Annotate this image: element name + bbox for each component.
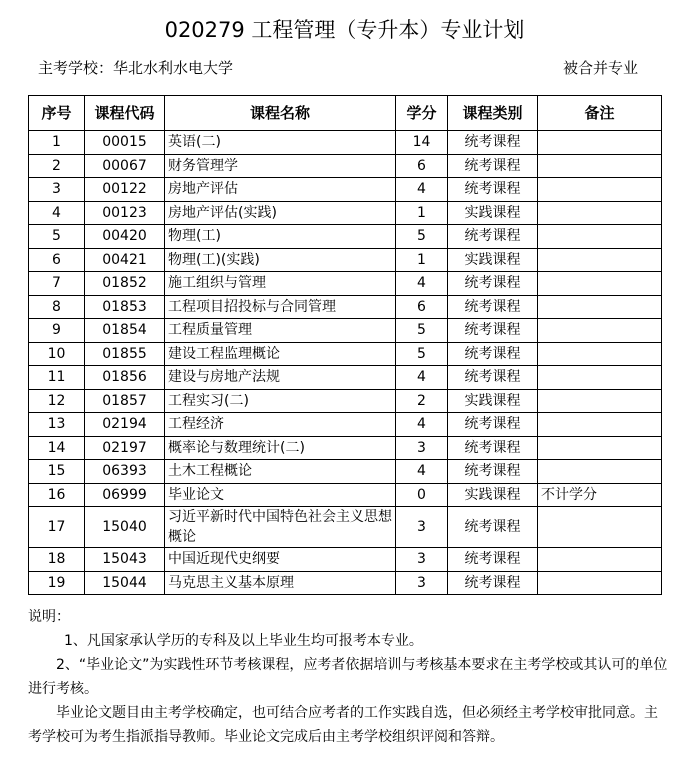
table-row bbox=[29, 131, 662, 155]
cell-credits: 4 bbox=[396, 460, 448, 484]
cell-remarks bbox=[538, 154, 662, 178]
table-row bbox=[29, 295, 662, 319]
cell-credits: 1 bbox=[396, 201, 448, 225]
header-name: 课程名称 bbox=[165, 96, 396, 131]
cell-credits: 14 bbox=[396, 131, 448, 155]
table-row bbox=[29, 366, 662, 390]
cell-code: 15040 bbox=[85, 507, 165, 548]
cell-index: 3 bbox=[29, 178, 85, 202]
cell-remarks bbox=[538, 131, 662, 155]
cell-remarks bbox=[538, 507, 662, 548]
table-row bbox=[29, 548, 662, 572]
meta-row bbox=[38, 56, 638, 80]
cell-remarks bbox=[538, 413, 662, 437]
cell-index: 8 bbox=[29, 295, 85, 319]
cell-remarks bbox=[538, 436, 662, 460]
table-row bbox=[29, 342, 662, 366]
table-row bbox=[29, 201, 662, 225]
cell-category: 统考课程 bbox=[448, 225, 538, 249]
notes-label: 说明： bbox=[28, 609, 70, 625]
cell-name: 工程项目招投标与合同管理 bbox=[165, 295, 396, 319]
cell-code: 00421 bbox=[85, 248, 165, 272]
cell-code: 06393 bbox=[85, 460, 165, 484]
table-row bbox=[29, 436, 662, 460]
notes-section bbox=[28, 605, 668, 749]
cell-category: 统考课程 bbox=[448, 460, 538, 484]
cell-credits: 4 bbox=[396, 272, 448, 296]
cell-index: 6 bbox=[29, 248, 85, 272]
cell-credits: 6 bbox=[396, 154, 448, 178]
cell-code: 01852 bbox=[85, 272, 165, 296]
header-remarks: 备注 bbox=[538, 96, 662, 131]
header-credits: 学分 bbox=[396, 96, 448, 131]
cell-index: 15 bbox=[29, 460, 85, 484]
cell-credits: 0 bbox=[396, 483, 448, 507]
cell-remarks bbox=[538, 272, 662, 296]
cell-remarks bbox=[538, 201, 662, 225]
cell-name: 施工组织与管理 bbox=[165, 272, 396, 296]
cell-remarks bbox=[538, 460, 662, 484]
cell-name: 物理(工) bbox=[165, 225, 396, 249]
cell-remarks bbox=[538, 319, 662, 343]
cell-category: 统考课程 bbox=[448, 507, 538, 548]
cell-index: 10 bbox=[29, 342, 85, 366]
cell-remarks bbox=[538, 178, 662, 202]
cell-code: 00015 bbox=[85, 131, 165, 155]
cell-remarks bbox=[538, 366, 662, 390]
cell-category: 实践课程 bbox=[448, 483, 538, 507]
cell-remarks bbox=[538, 389, 662, 413]
table-row bbox=[29, 225, 662, 249]
cell-name: 英语(二) bbox=[165, 131, 396, 155]
cell-name: 马克思主义基本原理 bbox=[165, 571, 396, 595]
cell-credits: 4 bbox=[396, 366, 448, 390]
cell-credits: 3 bbox=[396, 548, 448, 572]
cell-index: 18 bbox=[29, 548, 85, 572]
cell-credits: 5 bbox=[396, 225, 448, 249]
cell-category: 统考课程 bbox=[448, 571, 538, 595]
cell-name: 毕业论文 bbox=[165, 483, 396, 507]
cell-index: 14 bbox=[29, 436, 85, 460]
table-row bbox=[29, 248, 662, 272]
cell-name: 房地产评估(实践) bbox=[165, 201, 396, 225]
cell-category: 统考课程 bbox=[448, 342, 538, 366]
cell-name: 土木工程概论 bbox=[165, 460, 396, 484]
note-item-3: 毕业论文题目由主考学校确定，也可结合应考者的工作实践自选，但必须经主考学校审批同意。主考学校可为考生指派指导教师。毕业论文完成后由主考学校组织评阅和答辩。 bbox=[28, 705, 658, 745]
cell-index: 16 bbox=[29, 483, 85, 507]
cell-remarks bbox=[538, 248, 662, 272]
cell-category: 实践课程 bbox=[448, 248, 538, 272]
cell-name: 工程质量管理 bbox=[165, 319, 396, 343]
cell-index: 5 bbox=[29, 225, 85, 249]
table-row bbox=[29, 507, 662, 548]
cell-index: 2 bbox=[29, 154, 85, 178]
cell-name: 习近平新时代中国特色社会主义思想概论 bbox=[165, 507, 396, 548]
cell-index: 1 bbox=[29, 131, 85, 155]
cell-credits: 1 bbox=[396, 248, 448, 272]
cell-code: 01857 bbox=[85, 389, 165, 413]
cell-index: 13 bbox=[29, 413, 85, 437]
cell-name: 概率论与数理统计(二) bbox=[165, 436, 396, 460]
cell-remarks bbox=[538, 548, 662, 572]
cell-name: 建设与房地产法规 bbox=[165, 366, 396, 390]
cell-name: 工程实习(二) bbox=[165, 389, 396, 413]
cell-index: 11 bbox=[29, 366, 85, 390]
cell-category: 实践课程 bbox=[448, 201, 538, 225]
page-title: 020279 工程管理（专升本）专业计划 bbox=[164, 18, 525, 42]
cell-code: 02194 bbox=[85, 413, 165, 437]
cell-category: 统考课程 bbox=[448, 319, 538, 343]
cell-category: 统考课程 bbox=[448, 178, 538, 202]
cell-code: 06999 bbox=[85, 483, 165, 507]
cell-credits: 5 bbox=[396, 319, 448, 343]
table-row bbox=[29, 389, 662, 413]
cell-remarks: 不计学分 bbox=[538, 483, 662, 507]
header-index: 序号 bbox=[29, 96, 85, 131]
cell-credits: 3 bbox=[396, 436, 448, 460]
cell-category: 统考课程 bbox=[448, 272, 538, 296]
cell-index: 19 bbox=[29, 571, 85, 595]
table-row bbox=[29, 571, 662, 595]
cell-category: 统考课程 bbox=[448, 131, 538, 155]
cell-index: 4 bbox=[29, 201, 85, 225]
table-row bbox=[29, 413, 662, 437]
cell-index: 12 bbox=[29, 389, 85, 413]
table-row bbox=[29, 154, 662, 178]
header-category: 课程类别 bbox=[448, 96, 538, 131]
cell-name: 建设工程监理概论 bbox=[165, 342, 396, 366]
cell-code: 00122 bbox=[85, 178, 165, 202]
course-table bbox=[28, 95, 662, 595]
cell-code: 00123 bbox=[85, 201, 165, 225]
cell-index: 7 bbox=[29, 272, 85, 296]
cell-credits: 5 bbox=[396, 342, 448, 366]
table-row bbox=[29, 319, 662, 343]
cell-code: 00067 bbox=[85, 154, 165, 178]
school-line: 主考学校：华北水利水电大学 bbox=[38, 59, 234, 77]
cell-remarks bbox=[538, 225, 662, 249]
cell-index: 9 bbox=[29, 319, 85, 343]
cell-category: 统考课程 bbox=[448, 436, 538, 460]
note-item-1: 1、凡国家承认学历的专科及以上毕业生均可报考本专业。 bbox=[64, 633, 423, 649]
cell-category: 统考课程 bbox=[448, 295, 538, 319]
cell-name: 工程经济 bbox=[165, 413, 396, 437]
table-row bbox=[29, 178, 662, 202]
cell-remarks bbox=[538, 295, 662, 319]
table-header-row bbox=[29, 96, 662, 131]
cell-name: 房地产评估 bbox=[165, 178, 396, 202]
cell-code: 01855 bbox=[85, 342, 165, 366]
cell-credits: 6 bbox=[396, 295, 448, 319]
cell-code: 00420 bbox=[85, 225, 165, 249]
cell-credits: 4 bbox=[396, 413, 448, 437]
cell-category: 统考课程 bbox=[448, 548, 538, 572]
cell-code: 01853 bbox=[85, 295, 165, 319]
cell-name: 物理(工)(实践) bbox=[165, 248, 396, 272]
table-row bbox=[29, 460, 662, 484]
cell-credits: 3 bbox=[396, 571, 448, 595]
cell-remarks bbox=[538, 571, 662, 595]
cell-code: 15043 bbox=[85, 548, 165, 572]
note-item-2: 2、“毕业论文”为实践性环节考核课程，应考者依据培训与考核基本要求在主考学校或其认可的单位进行考核。 bbox=[28, 657, 668, 697]
cell-name: 财务管理学 bbox=[165, 154, 396, 178]
cell-code: 02197 bbox=[85, 436, 165, 460]
cell-credits: 3 bbox=[396, 507, 448, 548]
merged-major-note: 被合并专业 bbox=[562, 59, 638, 77]
cell-category: 实践课程 bbox=[448, 389, 538, 413]
cell-index: 17 bbox=[29, 507, 85, 548]
cell-name: 中国近现代史纲要 bbox=[165, 548, 396, 572]
cell-credits: 2 bbox=[396, 389, 448, 413]
cell-code: 01856 bbox=[85, 366, 165, 390]
cell-code: 15044 bbox=[85, 571, 165, 595]
cell-category: 统考课程 bbox=[448, 154, 538, 178]
cell-category: 统考课程 bbox=[448, 366, 538, 390]
table-row bbox=[29, 483, 662, 507]
table-row bbox=[29, 272, 662, 296]
cell-credits: 4 bbox=[396, 178, 448, 202]
cell-remarks bbox=[538, 342, 662, 366]
cell-code: 01854 bbox=[85, 319, 165, 343]
cell-category: 统考课程 bbox=[448, 413, 538, 437]
header-code: 课程代码 bbox=[85, 96, 165, 131]
